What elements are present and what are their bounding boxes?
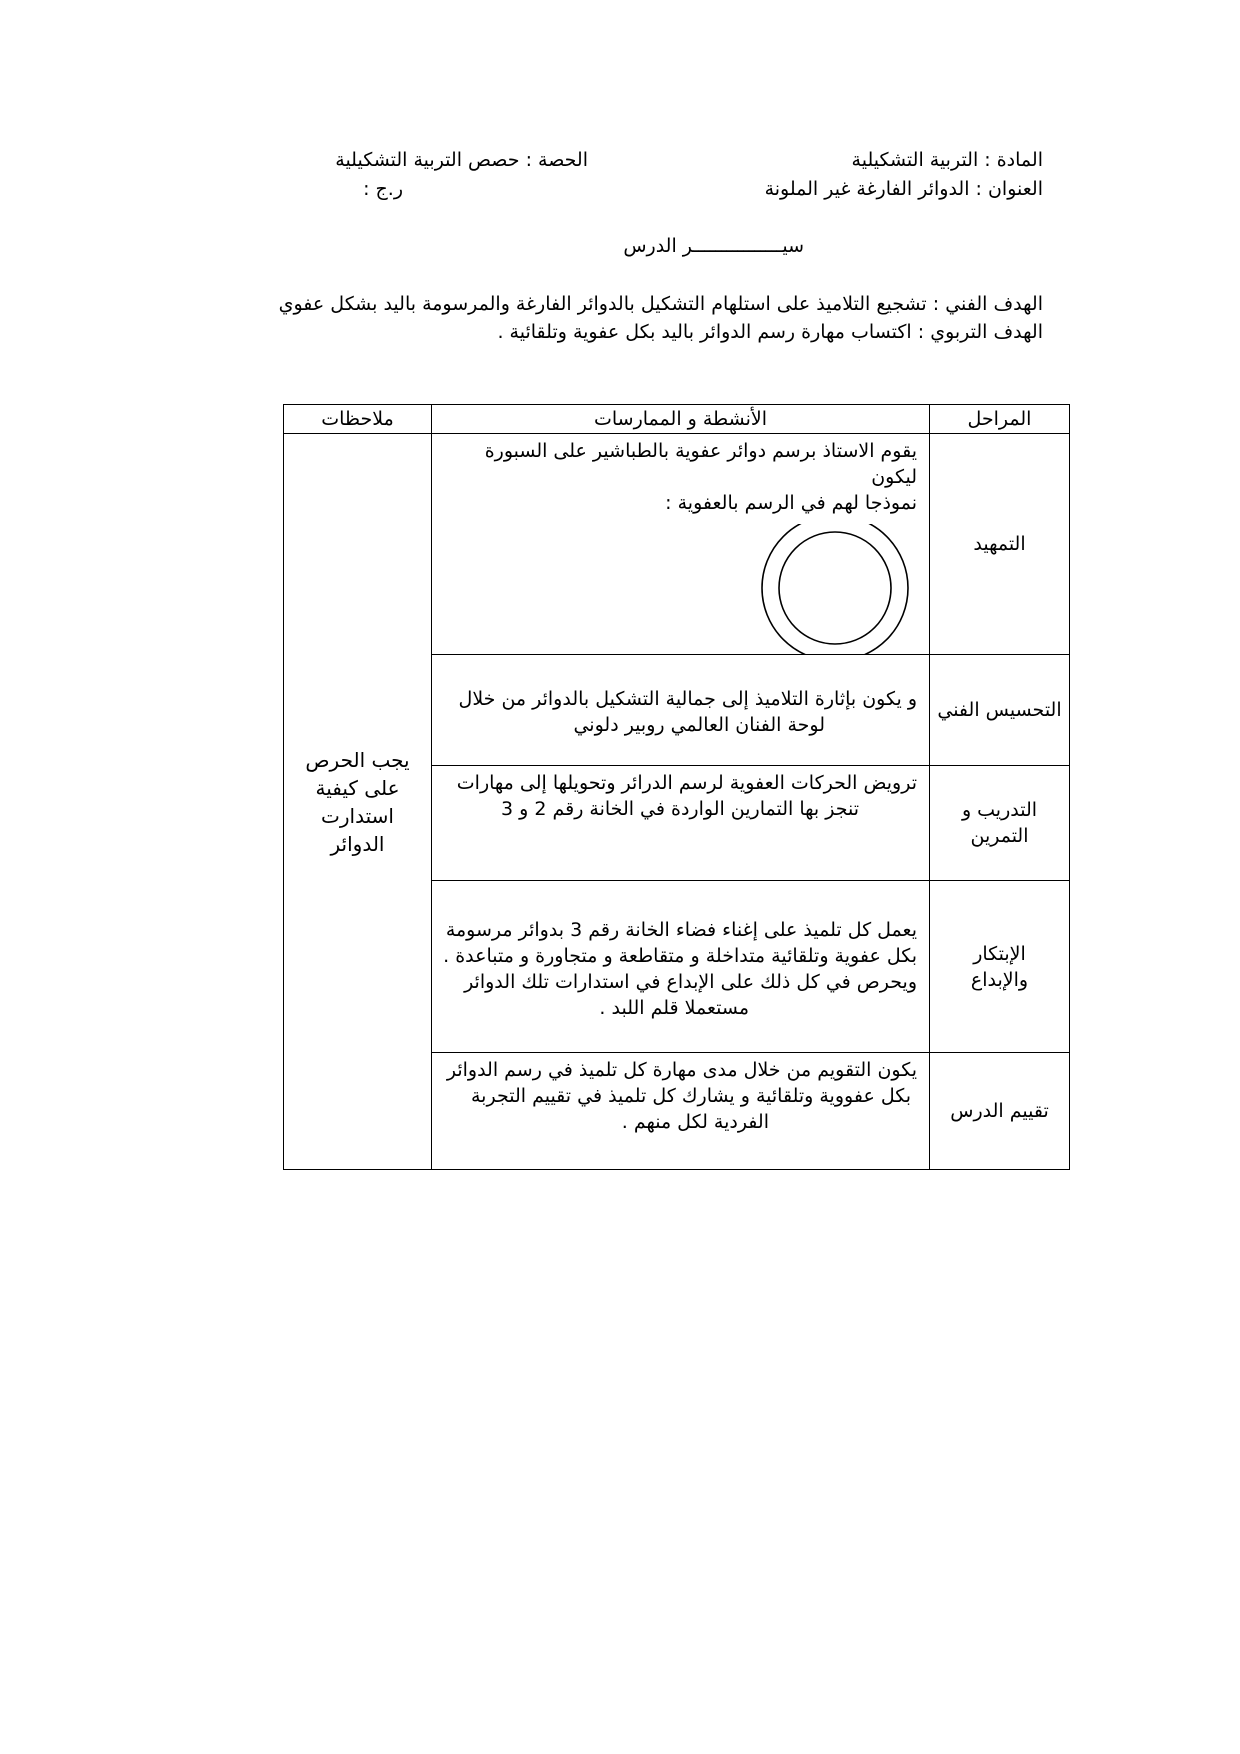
stage-label: الإبتكار	[973, 942, 1026, 965]
activity-cell	[432, 1053, 930, 1170]
stage-cell	[930, 881, 1070, 1053]
stage-label: التحسيس الفني	[937, 699, 1062, 721]
notes-cell	[284, 434, 432, 1170]
activity-line: مستعملا قلم اللبد .	[599, 996, 749, 1019]
note-line: استدارت	[321, 803, 394, 828]
stage-label: تقييم الدرس	[950, 1100, 1049, 1122]
activity-line: لوحة الفنان العالمي روبير دلوني	[573, 714, 825, 736]
activity-line: ويحرص في كل ذلك على الإبداع في استدارات تلك الدوائر	[464, 970, 917, 993]
header-activities: الأنشطة و الممارسات	[432, 405, 930, 434]
stage-label: التدريب و	[961, 799, 1038, 821]
activity-cell	[432, 655, 930, 766]
activity-line: ترويض الحركات العفوية لرسم الدرائر وتحويلها إلى مهارات	[456, 772, 917, 794]
activity-cell	[432, 881, 930, 1053]
lesson-title: العنوان : الدوائر الفارغة غير الملونة	[764, 178, 1043, 200]
stage-cell	[930, 1053, 1070, 1170]
note-line: يجب الحرص	[305, 747, 410, 772]
session-line: الحصة : حصص التربية التشكيلية	[335, 149, 588, 171]
lesson-heading: سيــــــــــــــــر الدرس	[623, 235, 804, 257]
activity-cell	[432, 766, 930, 881]
stage-label: التمرين	[970, 825, 1029, 847]
activity-line: يقوم الاستاذ برسم دوائر عفوية بالطباشير على السبورة ليكون	[484, 440, 917, 488]
note-line: الدوائر	[330, 831, 385, 856]
activity-line: بكل عفوية وتلقائية متداخلة و متقاطعة و متجاورة و متباعدة .	[443, 944, 917, 967]
activity-cell	[432, 434, 930, 655]
concentric-circles-icon	[757, 524, 917, 654]
lesson-table	[283, 404, 1070, 1170]
stage-label: التمهيد	[973, 533, 1026, 555]
header-notes: ملاحظات	[284, 405, 432, 434]
reference-line: ر.ج :	[363, 178, 403, 200]
subject-line: المادة : التربية التشكيلية	[851, 149, 1043, 171]
educational-objective: الهدف التربوي : اكتساب مهارة رسم الدوائر باليد بكل عفوية وتلقائية .	[497, 321, 1043, 343]
stage-cell	[930, 655, 1070, 766]
activity-line: تنجز بها التمارين الواردة في الخانة رقم 2 و 3	[500, 798, 859, 820]
stage-label: والإبداع	[970, 968, 1029, 991]
stage-cell	[930, 434, 1070, 655]
activity-line: و يكون بإثارة التلاميذ إلى جمالية التشكيل بالدوائر من خلال	[458, 688, 917, 710]
table-header-row	[284, 405, 1070, 434]
table-row	[284, 434, 1070, 655]
activity-line: يعمل كل تلميذ على إغناء فضاء الخانة رقم 3 بدوائر مرسومة	[445, 918, 917, 941]
header-stages: المراحل	[930, 405, 1070, 434]
stage-cell	[930, 766, 1070, 881]
note-line: على كيفية	[315, 775, 400, 800]
artistic-objective: الهدف الفني : تشجيع التلاميذ على استلهام التشكيل بالدوائر الفارغة والمرسومة باليد بشكل عفوي	[278, 293, 1043, 315]
activity-line: يكون التقويم من خلال مدى مهارة كل تلميذ في رسم الدوائر	[446, 1059, 917, 1081]
activity-line: بكل عفووية وتلقائية و يشارك كل تلميذ في تقييم التجربة	[471, 1085, 911, 1107]
activity-line: نموذجا لهم في الرسم بالعفوية :	[665, 492, 917, 514]
activity-line: الفردية لكل منهم .	[621, 1111, 769, 1133]
